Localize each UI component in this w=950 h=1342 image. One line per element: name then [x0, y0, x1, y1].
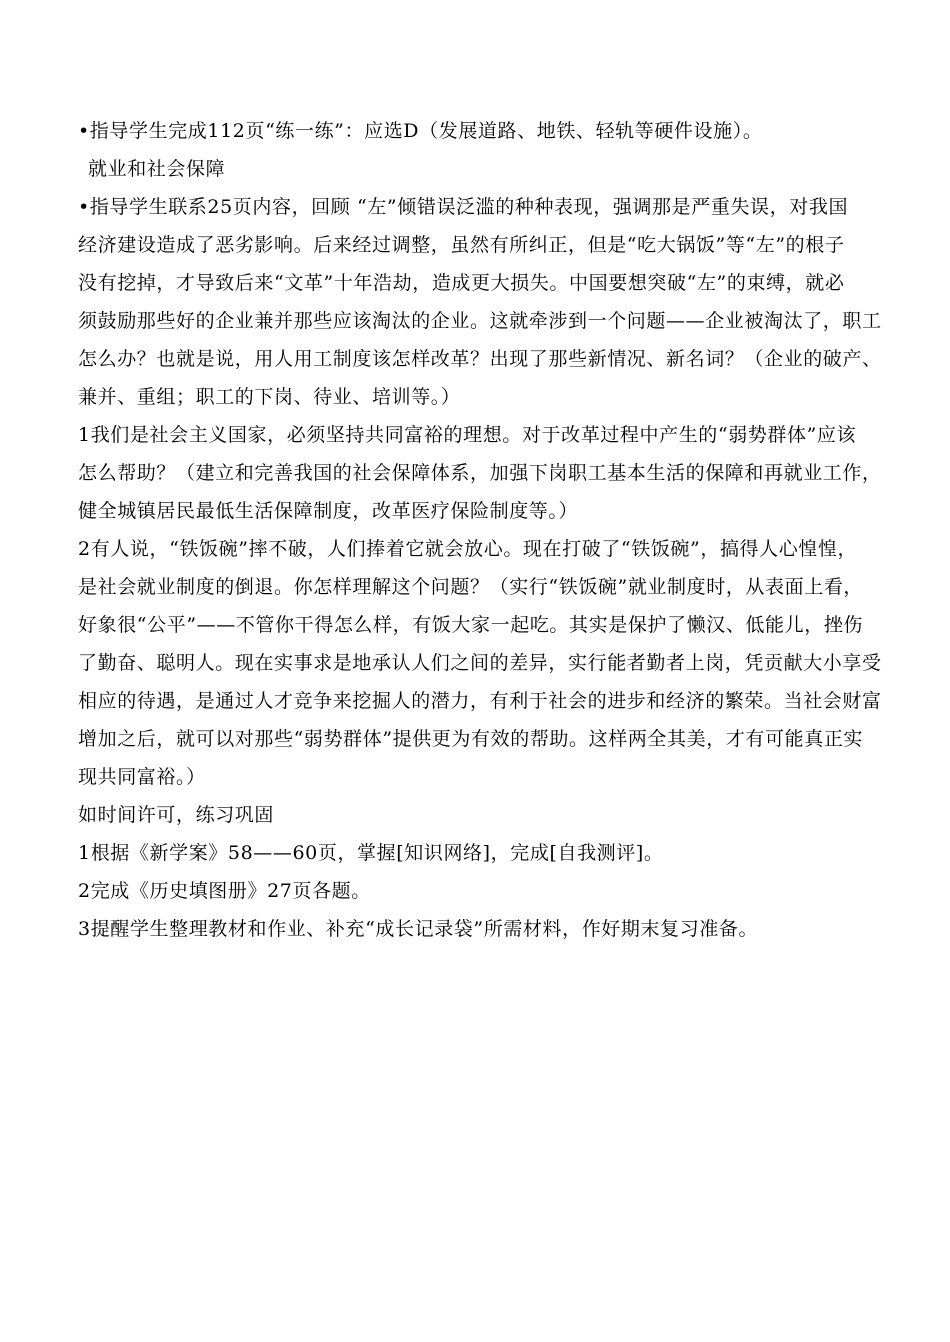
text-line: 是社会就业制度的倒退。你怎样理解这个问题？（实行“铁饭碗”就业制度时，从表面上看， — [78, 576, 864, 598]
text-line: 怎么帮助？（建立和完善我国的社会保障体系，加强下岗职工基本生活的保障和再就业工作， — [78, 462, 882, 484]
text-line: 兼并、重组；职工的下岗、待业、培训等。） — [78, 386, 461, 408]
text-line: 现共同富裕。） — [78, 766, 206, 788]
text-line: 2有人说，“铁饭碗”摔不破，人们捧着它就会放心。现在打破了“铁饭碗”，搞得人心惶惶， — [78, 538, 858, 560]
text-line: •指导学生完成112页“练一练”：应选D（发展道路、地铁、轻轨等硬件设施）。 — [78, 120, 763, 142]
section-heading: 如时间许可，练习巩固 — [78, 804, 275, 826]
text-line: 怎么办？也就是说，用人用工制度该怎样改革？出现了那些新情况、新名词？（企业的破产、 — [78, 348, 882, 370]
text-line: 2完成《历史填图册》27页各题。 — [78, 880, 371, 902]
section-heading: 就业和社会保障 — [88, 158, 226, 180]
text-line: 经济建设造成了恶劣影响。后来经过调整，虽然有所纠正，但是“吃大锅饭”等“左”的根子 — [78, 234, 845, 256]
text-line: 没有挖掉，才导致后来“文革”十年浩劫，造成更大损失。中国要想突破“左”的束缚，就必 — [78, 272, 845, 294]
text-line: 相应的待遇，是通过人才竞争来挖掘人的潜力，有利于社会的进步和经济的繁荣。当社会财富 — [78, 690, 882, 712]
document-body — [78, 112, 882, 948]
text-line: 3提醒学生整理教材和作业、补充“成长记录袋”所需材料，作好期末复习准备。 — [78, 918, 759, 940]
text-line: 增加之后，就可以对那些“弱势群体”提供更为有效的帮助。这样两全其美，才有可能真正实 — [78, 728, 864, 750]
text-line: 1根据《新学案》58——60页，掌握[知识网络]，完成[自我测评]。 — [78, 842, 664, 864]
text-line: 须鼓励那些好的企业兼并那些应该淘汰的企业。这就牵涉到一个问题——企业被淘汰了，职工 — [78, 310, 882, 332]
text-line: 健全城镇居民最低生活保障制度，改革医疗保险制度等。） — [78, 500, 579, 522]
text-line: •指导学生联系25页内容，回顾 “左”倾错误泛滥的种种表现，强调那是严重失误，对我国 — [78, 196, 849, 218]
text-line: 好象很“公平”——不管你干得怎么样，有饭大家一起吃。其实是保护了懒汉、低能儿，挫伤 — [78, 614, 864, 636]
text-line: 了勤奋、聪明人。现在实事求是地承认人们之间的差异，实行能者勤者上岗，凭贡献大小享受 — [78, 652, 882, 674]
text-line: 1我们是社会主义国家，必须坚持共同富裕的理想。对于改革过程中产生的“弱势群体”应该 — [78, 424, 857, 446]
